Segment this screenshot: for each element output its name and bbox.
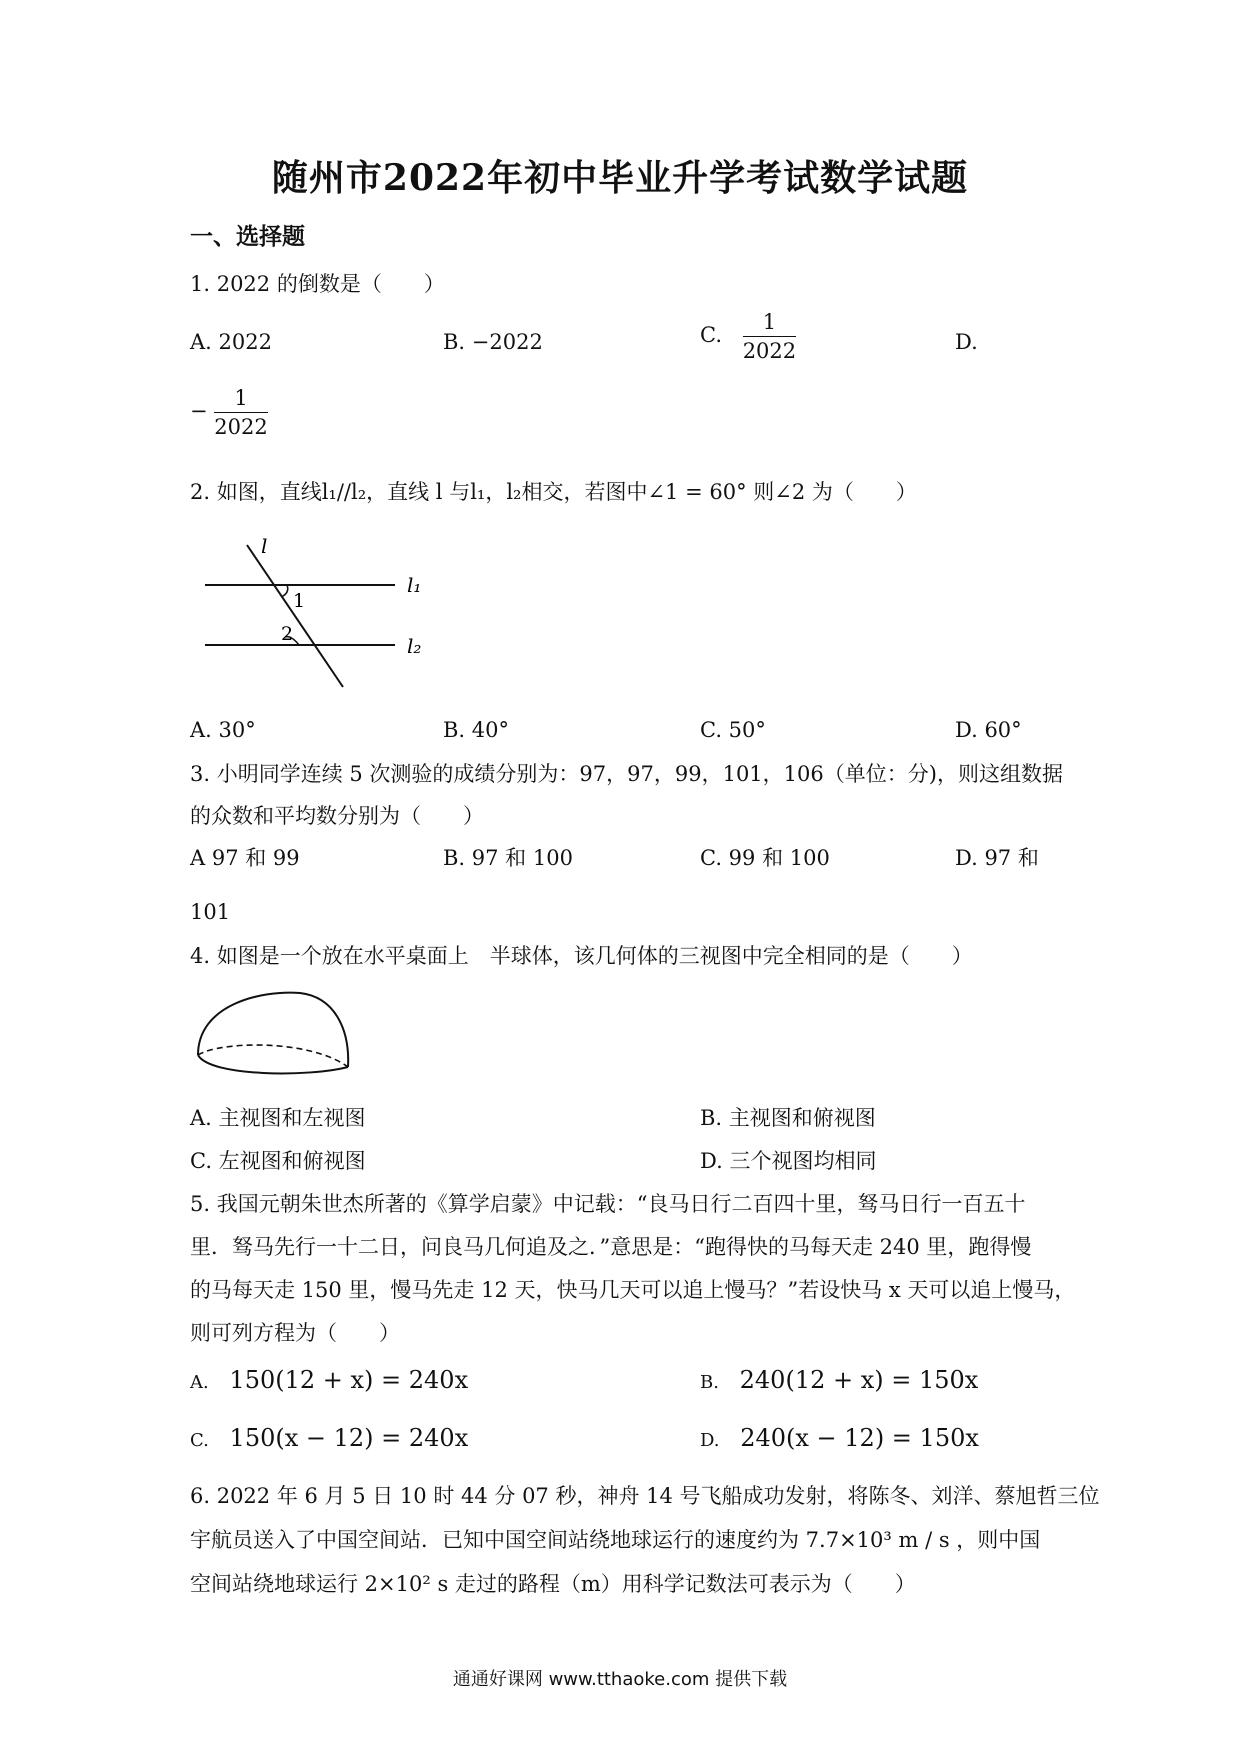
q5-option-c-label: C. [190,1430,209,1451]
q5-option-b [700,1366,978,1394]
line-l [247,545,343,687]
hemisphere-base-back [198,1045,348,1067]
label-l1: l₁ [407,573,422,597]
q5-option-d-label: D. [700,1430,720,1451]
question-5-line2: 里．驽马先行一十二日，问良马几何追及之．”意思是：“跑得快的马每天走 240 里，跑得慢 [190,1235,1032,1259]
question-6-line1: 6. 2022 年 6 月 5 日 10 时 44 分 07 秒，神舟 14 号飞船成功发射，将陈冬、刘洋、蔡旭哲三位 [190,1484,1100,1508]
q3-option-b: B. 97 和 100 [443,846,573,870]
q2-option-d: D. 60° [955,718,1022,742]
q1-option-a: A. 2022 [190,330,272,354]
q4-option-b: B. 主视图和俯视图 [700,1106,876,1130]
q1-option-d-value [190,386,268,439]
hemisphere-base-front [198,1055,348,1073]
label-angle-1: 1 [293,590,306,612]
question-5-line1: 5. 我国元朝朱世杰所著的《算学启蒙》中记载：“良马日行二百四十里，驽马日行一百五十 [190,1192,1026,1216]
q1-d-numerator: 1 [214,386,267,413]
question-6-line3: 空间站绕地球运行 2×10² s 走过的路程（m）用科学记数法可表示为（ ） [190,1572,916,1596]
question-5-line4: 则可列方程为（ ） [190,1321,400,1345]
q1-option-c-label: C. [700,323,722,347]
question-6-line2: 宇航员送入了中国空间站．已知中国空间站绕地球运行的速度约为 7.7×10³ m / s ，则中国 [190,1528,1041,1552]
q1-option-d-fraction [214,386,267,439]
q1-c-denominator: 2022 [742,339,797,363]
q2-option-b: B. 40° [443,718,510,742]
question-3-stem-line1: 3. 小明同学连续 5 次测验的成绩分别为：97，97，99，101，106（单位：分)，则这组数据 [190,762,1063,786]
q5-option-c [190,1424,468,1452]
q1-option-c-fraction [743,310,796,363]
question-3-stem-line2: 的众数和平均数分别为（ ） [190,804,484,828]
label-l2: l₂ [407,634,422,658]
q3-option-c: C. 99 和 100 [700,846,830,870]
question-5-line3: 的马每天走 150 里，慢马先走 12 天，快马几天可以追上慢马？”若设快马 x 天可以追上慢马， [190,1278,1076,1302]
q3-option-a: A 97 和 99 [190,846,300,870]
q3-option-d: D. 97 和 [955,846,1039,870]
q3-option-d-continued: 101 [190,900,231,924]
label-angle-2: 2 [281,623,294,645]
q5-option-a-equation: 150(12 + x) = 240x [229,1366,469,1394]
q2-option-a: A. 30° [190,718,256,742]
q1-d-sign: − [190,399,208,423]
q5-option-d-equation: 240(x − 12) = 150x [740,1424,979,1452]
q5-option-a [190,1366,468,1394]
q5-option-b-equation: 240(12 + x) = 150x [739,1366,979,1394]
section-heading: 一、选择题 [190,224,305,250]
q4-option-d: D. 三个视图均相同 [700,1149,877,1173]
q4-option-a: A. 主视图和左视图 [190,1106,366,1130]
parallel-lines-figure [195,535,455,695]
q1-option-d-label: D. [955,330,978,354]
page-footer: 通通好课网 www.tthaoke.com 提供下载 [452,1669,788,1690]
hemisphere-figure [190,985,360,1085]
q5-option-a-label: A. [190,1372,209,1393]
question-2-stem: 2. 如图，直线l₁//l₂，直线 l 与l₁，l₂相交，若图中∠1 = 60° 则∠2 为（ ） [190,480,917,504]
question-1-stem: 1. 2022 的倒数是（ ） [190,272,445,296]
q1-option-c [700,310,796,363]
q5-option-d [700,1424,979,1452]
q5-option-c-equation: 150(x − 12) = 240x [229,1424,469,1452]
q2-option-c: C. 50° [700,718,766,742]
label-l: l [261,535,268,558]
q1-d-denominator: 2022 [214,415,268,439]
question-4-stem: 4. 如图是一个放在水平桌面上 半球体，该几何体的三视图中完全相同的是（ ） [190,944,973,968]
page-title: 随州市2022年初中毕业升学考试数学试题 [271,157,969,199]
q1-c-numerator: 1 [743,310,796,337]
q5-option-b-label: B. [700,1372,719,1393]
q1-option-b: B. −2022 [443,330,543,354]
q4-option-c: C. 左视图和俯视图 [190,1149,366,1173]
